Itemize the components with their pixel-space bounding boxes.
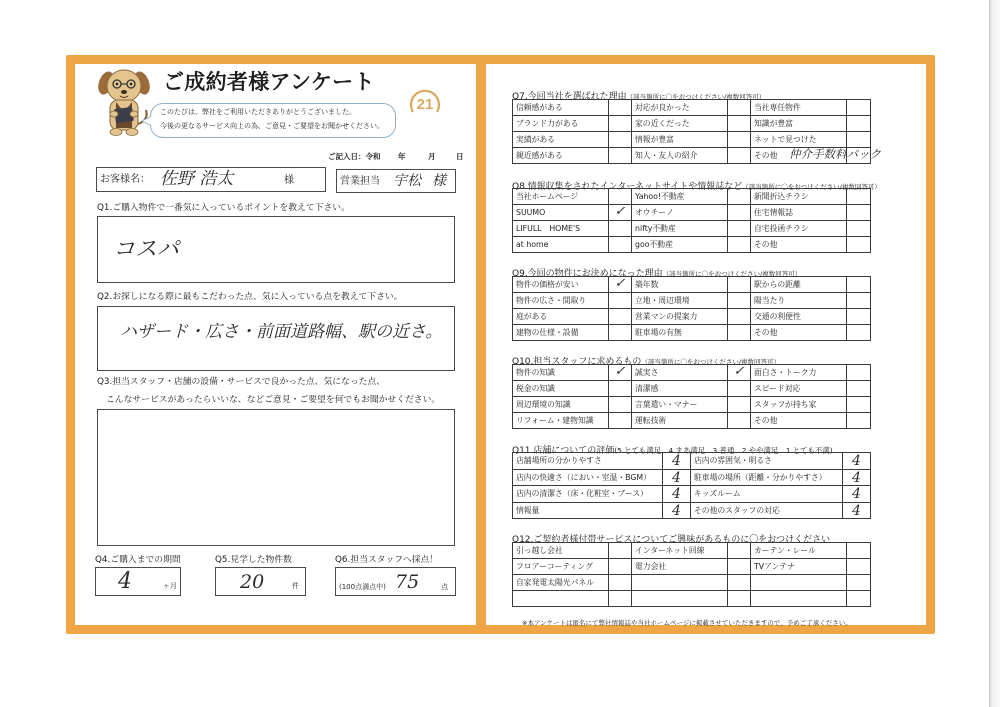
q4-question-label: Q4.ご購入までの期間 <box>95 555 181 565</box>
q7-check-cell <box>728 116 751 132</box>
q7-check-cell <box>847 100 871 116</box>
q11-score-cell: 4 <box>663 503 691 520</box>
q8-check-cell <box>609 221 632 237</box>
q1-handwritten-answer: コスパ <box>113 237 180 262</box>
q10-check-cell <box>609 397 632 413</box>
scan-edge-shadow <box>989 0 1000 707</box>
q7-check-cell <box>609 132 632 148</box>
q10-check-cell <box>728 413 751 429</box>
q11-option-label: 店内の清潔さ（床・化粧室・ブース） <box>513 486 663 503</box>
q9-option-label: 築年数 <box>632 277 728 293</box>
q10-check-cell: ✓ <box>609 365 632 381</box>
q10-option-label: 誠実さ <box>632 365 728 381</box>
q12-check-cell <box>847 543 871 559</box>
q6-question-label: Q6.担当スタッフへ採点！ <box>335 555 439 565</box>
q11-score-cell: 4 <box>663 486 691 503</box>
q11-score-cell: 4 <box>663 470 691 487</box>
customer-honorific: 様 <box>284 175 294 186</box>
q8-options-table <box>512 188 871 253</box>
q11-option-label: 情報量 <box>513 503 663 520</box>
page-divider <box>476 55 486 634</box>
q5-question-label: Q5.見学した物件数 <box>215 555 292 565</box>
q12-option-label <box>513 591 609 607</box>
q11-option-label: 店内の雰囲気・明るさ <box>691 453 843 470</box>
q8-check-cell <box>728 237 751 253</box>
q5-handwritten-answer: 20 <box>240 571 265 593</box>
q7-option-label: 信頼感がある <box>513 100 609 116</box>
q7-option-label: ネットで見つけた <box>751 132 847 148</box>
q8-check-cell <box>728 205 751 221</box>
q12-option-label: TVアンテナ <box>751 559 847 575</box>
q8-option-label: その他 <box>751 237 847 253</box>
q9-option-label: 駅からの距離 <box>751 277 847 293</box>
q12-option-label <box>632 575 728 591</box>
q4-unit: ヶ月 <box>163 582 177 590</box>
q8-option-label: オウチーノ <box>632 205 728 221</box>
q12-check-cell <box>728 543 751 559</box>
q11-rating-table <box>512 452 871 519</box>
q12-option-label: 引っ越し会社 <box>513 543 609 559</box>
q8-check-cell <box>847 237 871 253</box>
q12-check-cell <box>847 559 871 575</box>
q8-check-cell <box>847 221 871 237</box>
q8-check-cell: ✓ <box>609 205 632 221</box>
q9-option-label: 駐車場の有無 <box>632 325 728 341</box>
q9-check-cell <box>847 325 871 341</box>
q12-options-table <box>512 542 871 607</box>
q12-option-label: 自家発電太陽光パネル <box>513 575 609 591</box>
q9-check-cell <box>847 277 871 293</box>
q9-option-label: 物件の広さ・間取り <box>513 293 609 309</box>
q10-option-label: 清潔感 <box>632 381 728 397</box>
q7-option-label: 当社専任物件 <box>751 100 847 116</box>
q6-handwritten-score: 75 <box>395 571 420 593</box>
q9-check-cell <box>728 309 751 325</box>
q9-check-cell: ✓ <box>609 277 632 293</box>
q7-instruction-note: （該当箇所に〇をおつけください/複数回答可） <box>626 93 766 101</box>
q1-question-label: Q1.ご購入物件で一番気に入っているポイントを教えて下さい。 <box>97 203 350 213</box>
sales-rep-honorific: 様 <box>432 173 446 189</box>
q10-option-label: 周辺環境の知識 <box>513 397 609 413</box>
q8-check-cell <box>728 189 751 205</box>
greeting-line-2: 今後の更なるサービス向上の為、ご意見・ご要望をお聞かせください。 <box>160 122 384 130</box>
q8-option-label: 当社ホームページ <box>513 189 609 205</box>
q9-question-label: Q9.今回の物件にお決めになった理由 <box>512 269 663 279</box>
q12-check-cell <box>609 543 632 559</box>
q12-option-label <box>751 591 847 607</box>
q7-check-cell <box>728 100 751 116</box>
q12-check-cell <box>847 575 871 591</box>
q7-option-label: 実績がある <box>513 132 609 148</box>
q10-option-label: 物件の知識 <box>513 365 609 381</box>
q7-other-writein: 仲介手数料パック <box>789 147 881 161</box>
q12-check-cell <box>847 591 871 607</box>
q11-option-label: 店舗場所の分かりやすさ <box>513 453 663 470</box>
q10-check-cell <box>847 365 871 381</box>
q7-check-cell <box>609 100 632 116</box>
q7-option-label: その他 <box>751 148 847 164</box>
q8-option-label: nifty不動産 <box>632 221 728 237</box>
q8-question-label: Q8.情報収集をされたインターネットサイトや情報誌など <box>512 182 743 192</box>
q10-option-label: その他 <box>751 413 847 429</box>
q9-option-label: 建物の仕様・設備 <box>513 325 609 341</box>
q8-check-cell <box>609 189 632 205</box>
q10-question-label: Q10.担当スタッフに求めるもの <box>512 357 642 367</box>
q2-question-label: Q2.お探しになる際に最もこだわった点、気に入っている点を教えて下さい。 <box>97 292 403 302</box>
q12-question-label: Q12.ご契約者様付帯サービスについてご興味があるものに〇をおつけください <box>512 535 831 545</box>
q10-check-cell <box>609 381 632 397</box>
q5-unit: 件 <box>292 582 299 590</box>
speech-bubble-tail-fill <box>143 117 151 125</box>
q9-check-cell <box>728 293 751 309</box>
q11-option-label: その他のスタッフの対応 <box>691 503 843 520</box>
q9-check-cell <box>847 293 871 309</box>
q12-option-label <box>751 575 847 591</box>
q3-answer-box <box>97 409 455 546</box>
q12-check-cell <box>728 575 751 591</box>
q9-options-table <box>512 276 871 341</box>
q10-option-label: リフォーム・建物知識 <box>513 413 609 429</box>
q8-option-label: goo不動産 <box>632 237 728 253</box>
q9-option-label: 物件の価格が安い <box>513 277 609 293</box>
q7-question-label: Q7.今回当社を選ばれた理由 <box>512 92 627 102</box>
q9-check-cell <box>609 325 632 341</box>
q9-check-cell <box>728 277 751 293</box>
q3-question-label-line-1: Q3.担当スタッフ・店舗の設備・サービスで良かった点、気になった点、 <box>97 377 386 387</box>
fill-date-year-unit: 年 <box>398 152 406 161</box>
footer-disclaimer: ※本アンケートは匿名にて弊社情報誌や当社ホームページに掲載させていただきますので、予めご了承ください。 <box>522 619 852 627</box>
q7-check-cell <box>847 116 871 132</box>
q12-check-cell <box>609 559 632 575</box>
q12-option-label: カーテン・レール <box>751 543 847 559</box>
q11-option-label: キッズルーム <box>691 486 843 503</box>
q10-option-label: スピード対応 <box>751 381 847 397</box>
q9-check-cell <box>609 293 632 309</box>
q10-check-cell <box>728 381 751 397</box>
q10-option-label: 税金の知識 <box>513 381 609 397</box>
q10-option-label: 面白さ・トーク力 <box>751 365 847 381</box>
q7-option-label: 情報が豊富 <box>632 132 728 148</box>
q7-check-cell <box>609 148 632 164</box>
logo-text: 21 <box>416 96 434 113</box>
q12-option-label: フロアーコーティング <box>513 559 609 575</box>
q7-check-cell <box>847 132 871 148</box>
q12-check-cell <box>728 559 751 575</box>
q12-option-label: インターネット回線 <box>632 543 728 559</box>
century21-logo <box>407 85 443 124</box>
q11-rating-scale-note: (5.とても満足 4.まあ満足 3.普通 2.やや満足 1.とても不満) <box>614 446 833 455</box>
q11-score-cell: 4 <box>663 453 691 470</box>
q11-score-cell: 4 <box>843 486 871 503</box>
q12-check-cell <box>609 591 632 607</box>
q9-option-label: 営業マンの提案力 <box>632 309 728 325</box>
customer-name-handwritten: 佐野 浩太 <box>160 169 234 189</box>
customer-name-label: お客様名： <box>100 174 150 185</box>
q7-check-cell <box>609 116 632 132</box>
q9-option-label: 交通の利便性 <box>751 309 847 325</box>
q10-check-cell: ✓ <box>728 365 751 381</box>
q7-option-label: ブランド力がある <box>513 116 609 132</box>
q10-check-cell <box>847 397 871 413</box>
q7-option-label: 知人・友人の紹介 <box>632 148 728 164</box>
q12-check-cell <box>609 575 632 591</box>
q7-option-label: 対応が良かった <box>632 100 728 116</box>
q10-check-cell <box>847 413 871 429</box>
q7-check-cell <box>728 148 751 164</box>
q9-check-cell <box>847 309 871 325</box>
q8-option-label: 住宅情報誌 <box>751 205 847 221</box>
q8-check-cell <box>847 205 871 221</box>
q12-option-label <box>632 591 728 607</box>
q8-option-label: at home <box>513 237 609 253</box>
q12-check-cell <box>728 591 751 607</box>
q7-option-label: 家の近くだった <box>632 116 728 132</box>
q6-score-note: (100点満点中) <box>339 583 386 591</box>
q10-option-label: 運転技術 <box>632 413 728 429</box>
fill-date-label: ご記入日：令和 <box>328 152 381 161</box>
q9-option-label: 陽当たり <box>751 293 847 309</box>
survey-title: ご成約者様アンケート <box>163 70 375 94</box>
q11-option-label: 駐車場の場所（距離・分かりやすさ） <box>691 470 843 487</box>
q4-handwritten-answer: 4 <box>118 569 132 594</box>
q11-score-cell: 4 <box>843 503 871 520</box>
sales-rep-label: 営業担当 <box>340 176 380 187</box>
fill-date-month-unit: 月 <box>428 152 436 161</box>
q10-check-cell <box>728 397 751 413</box>
q8-option-label: 自宅投函チラシ <box>751 221 847 237</box>
q11-option-label: 店内の快適さ（におい・室温・BGM） <box>513 470 663 487</box>
q10-options-table <box>512 364 871 429</box>
q11-question-label: Q11.店舗についての評価 <box>512 446 615 456</box>
q10-check-cell <box>847 381 871 397</box>
q9-check-cell <box>728 325 751 341</box>
q10-option-label: スタッフが持ち家 <box>751 397 847 413</box>
q11-score-cell: 4 <box>843 453 871 470</box>
q7-option-label: 親近感がある <box>513 148 609 164</box>
q8-option-label: Yahoo!不動産 <box>632 189 728 205</box>
dog-mascot-illustration <box>96 66 152 141</box>
q10-check-cell <box>609 413 632 429</box>
q9-option-label: 庭がある <box>513 309 609 325</box>
q7-option-label: 知識が豊富 <box>751 116 847 132</box>
q8-option-label: SUUMO <box>513 205 609 221</box>
q8-instruction-note: （該当箇所に〇をおつけください/複数回答可） <box>742 183 881 191</box>
q9-option-label: その他 <box>751 325 847 341</box>
q10-instruction-note: （該当箇所に〇をおつけください/複数回答可） <box>641 358 781 366</box>
q10-option-label: 言葉遣い・マナー <box>632 397 728 413</box>
greeting-line-1: このたびは、弊社をご利用いただきありがとうございました。 <box>160 108 356 116</box>
q6-unit: 点 <box>441 583 448 591</box>
q9-option-label: 立地・周辺環境 <box>632 293 728 309</box>
q8-option-label: LIFULL HOME'S <box>513 221 609 237</box>
q2-handwritten-answer: ハザード・広さ・前面道路幅、駅の近さ。 <box>120 322 443 342</box>
q12-option-label: 電力会社 <box>632 559 728 575</box>
q11-score-cell: 4 <box>843 470 871 487</box>
fill-date-day-unit: 日 <box>456 152 464 161</box>
sales-rep-handwritten: 宇松 <box>393 173 421 189</box>
q3-question-label-line-2: こんなサービスがあったらいいな、などご意見・ご要望を何でもお聞かせください。 <box>106 395 441 405</box>
q8-check-cell <box>728 221 751 237</box>
q8-check-cell <box>847 189 871 205</box>
q7-check-cell <box>728 132 751 148</box>
q9-check-cell <box>609 309 632 325</box>
q8-check-cell <box>609 237 632 253</box>
q9-instruction-note: （該当箇所に〇をおつけください/複数回答可） <box>662 270 802 278</box>
q8-option-label: 新聞折込チラシ <box>751 189 847 205</box>
